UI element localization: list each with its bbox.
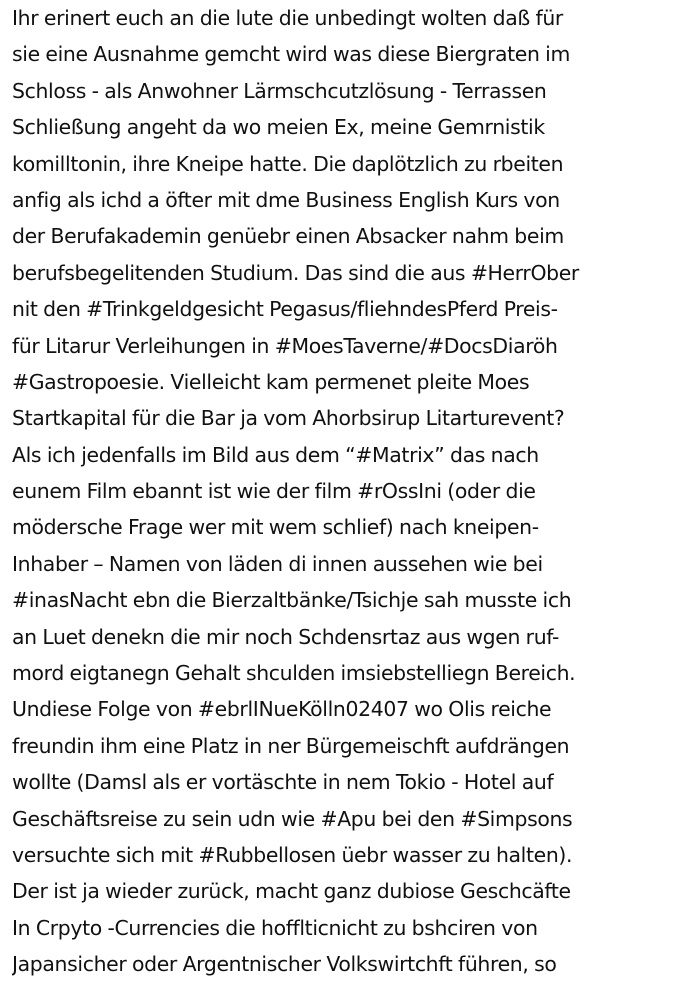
text-line: versuchte sich mit #Rubbellosen üebr wasser zu halten).: [12, 842, 573, 867]
text-line: Undiese Folge von #ebrlINueKölln02407 wo Olis reiche: [12, 697, 552, 722]
text-line: Ihr erinert euch an die lute die unbedingt wolten daß für: [12, 6, 563, 30]
text-line: für Litarur Verleihungen in #MoesTaverne/#DocsDiaröh: [12, 333, 558, 358]
text-line: mödersche Frage wer mit wem schlief) nach kneipen-: [12, 515, 539, 540]
text-line: In Crpyto -Currencies die hofflticnicht zu bshciren von: [12, 915, 538, 940]
text-line: an Luet denekn die mir noch Schdensrtaz aus wgen ruf-: [12, 624, 560, 649]
text-line: berufsbegelitenden Studium. Das sind die aus #HerrOber: [12, 260, 579, 285]
text-line: Schließung angeht da wo meien Ex, meine Gemrnistik: [12, 115, 545, 140]
body-text: [12, 0, 680, 983]
text-line: freundin ihm eine Platz in ner Bürgemeischft aufdrängen: [12, 733, 570, 758]
text-line: #inasNacht ebn die Bierzaltbänke/Tsichje sah musste ich: [12, 588, 572, 613]
text-line: wollte (Damsl als er vortäschte in nem Tokio - Hotel auf: [12, 770, 554, 795]
text-line: #Gastropoesie. Vielleicht kam permenet pleite Moes: [12, 369, 530, 394]
text-line: komilltonin, ihre Kneipe hatte. Die daplötzlich zu rbeiten: [12, 151, 564, 176]
text-line: Der ist ja wieder zurück, macht ganz dubiose Geschcäfte: [12, 879, 571, 904]
text-line: der Berufakademin genüebr einen Absacker nahm beim: [12, 224, 564, 249]
text-line: Geschäftsreise zu sein udn wie #Apu bei den #Simpsons: [12, 806, 573, 831]
text-line: Japansicher oder Argentnischer Volkswirtchft führen, so: [12, 952, 557, 977]
text-line: Inhaber – Namen von läden di innen aussehen wie bei: [12, 551, 543, 576]
text-line: Startkapital für die Bar ja vom Ahorbsirup Litarturevent?: [12, 406, 565, 431]
text-line: mord eigtanegn Gehalt shculden imsiebstelliegn Bereich.: [12, 661, 576, 686]
text-line: Schloss - als Anwohner Lärmschcutzlösung - Terrassen: [12, 78, 547, 103]
text-line: nit den #Trinkgeldgesicht Pegasus/fliehndesPferd Preis-: [12, 297, 558, 322]
text-line: Als ich jedenfalls im Bild aus dem “#Matrix” das nach: [12, 442, 539, 467]
text-line: eunem Film ebannt ist wie der film #rOssIni (oder die: [12, 479, 536, 504]
text-line: anfig als ichd a öfter mit dme Business English Kurs von: [12, 187, 560, 212]
text-line: sie eine Ausnahme gemcht wird was diese Biergraten im: [12, 42, 571, 67]
